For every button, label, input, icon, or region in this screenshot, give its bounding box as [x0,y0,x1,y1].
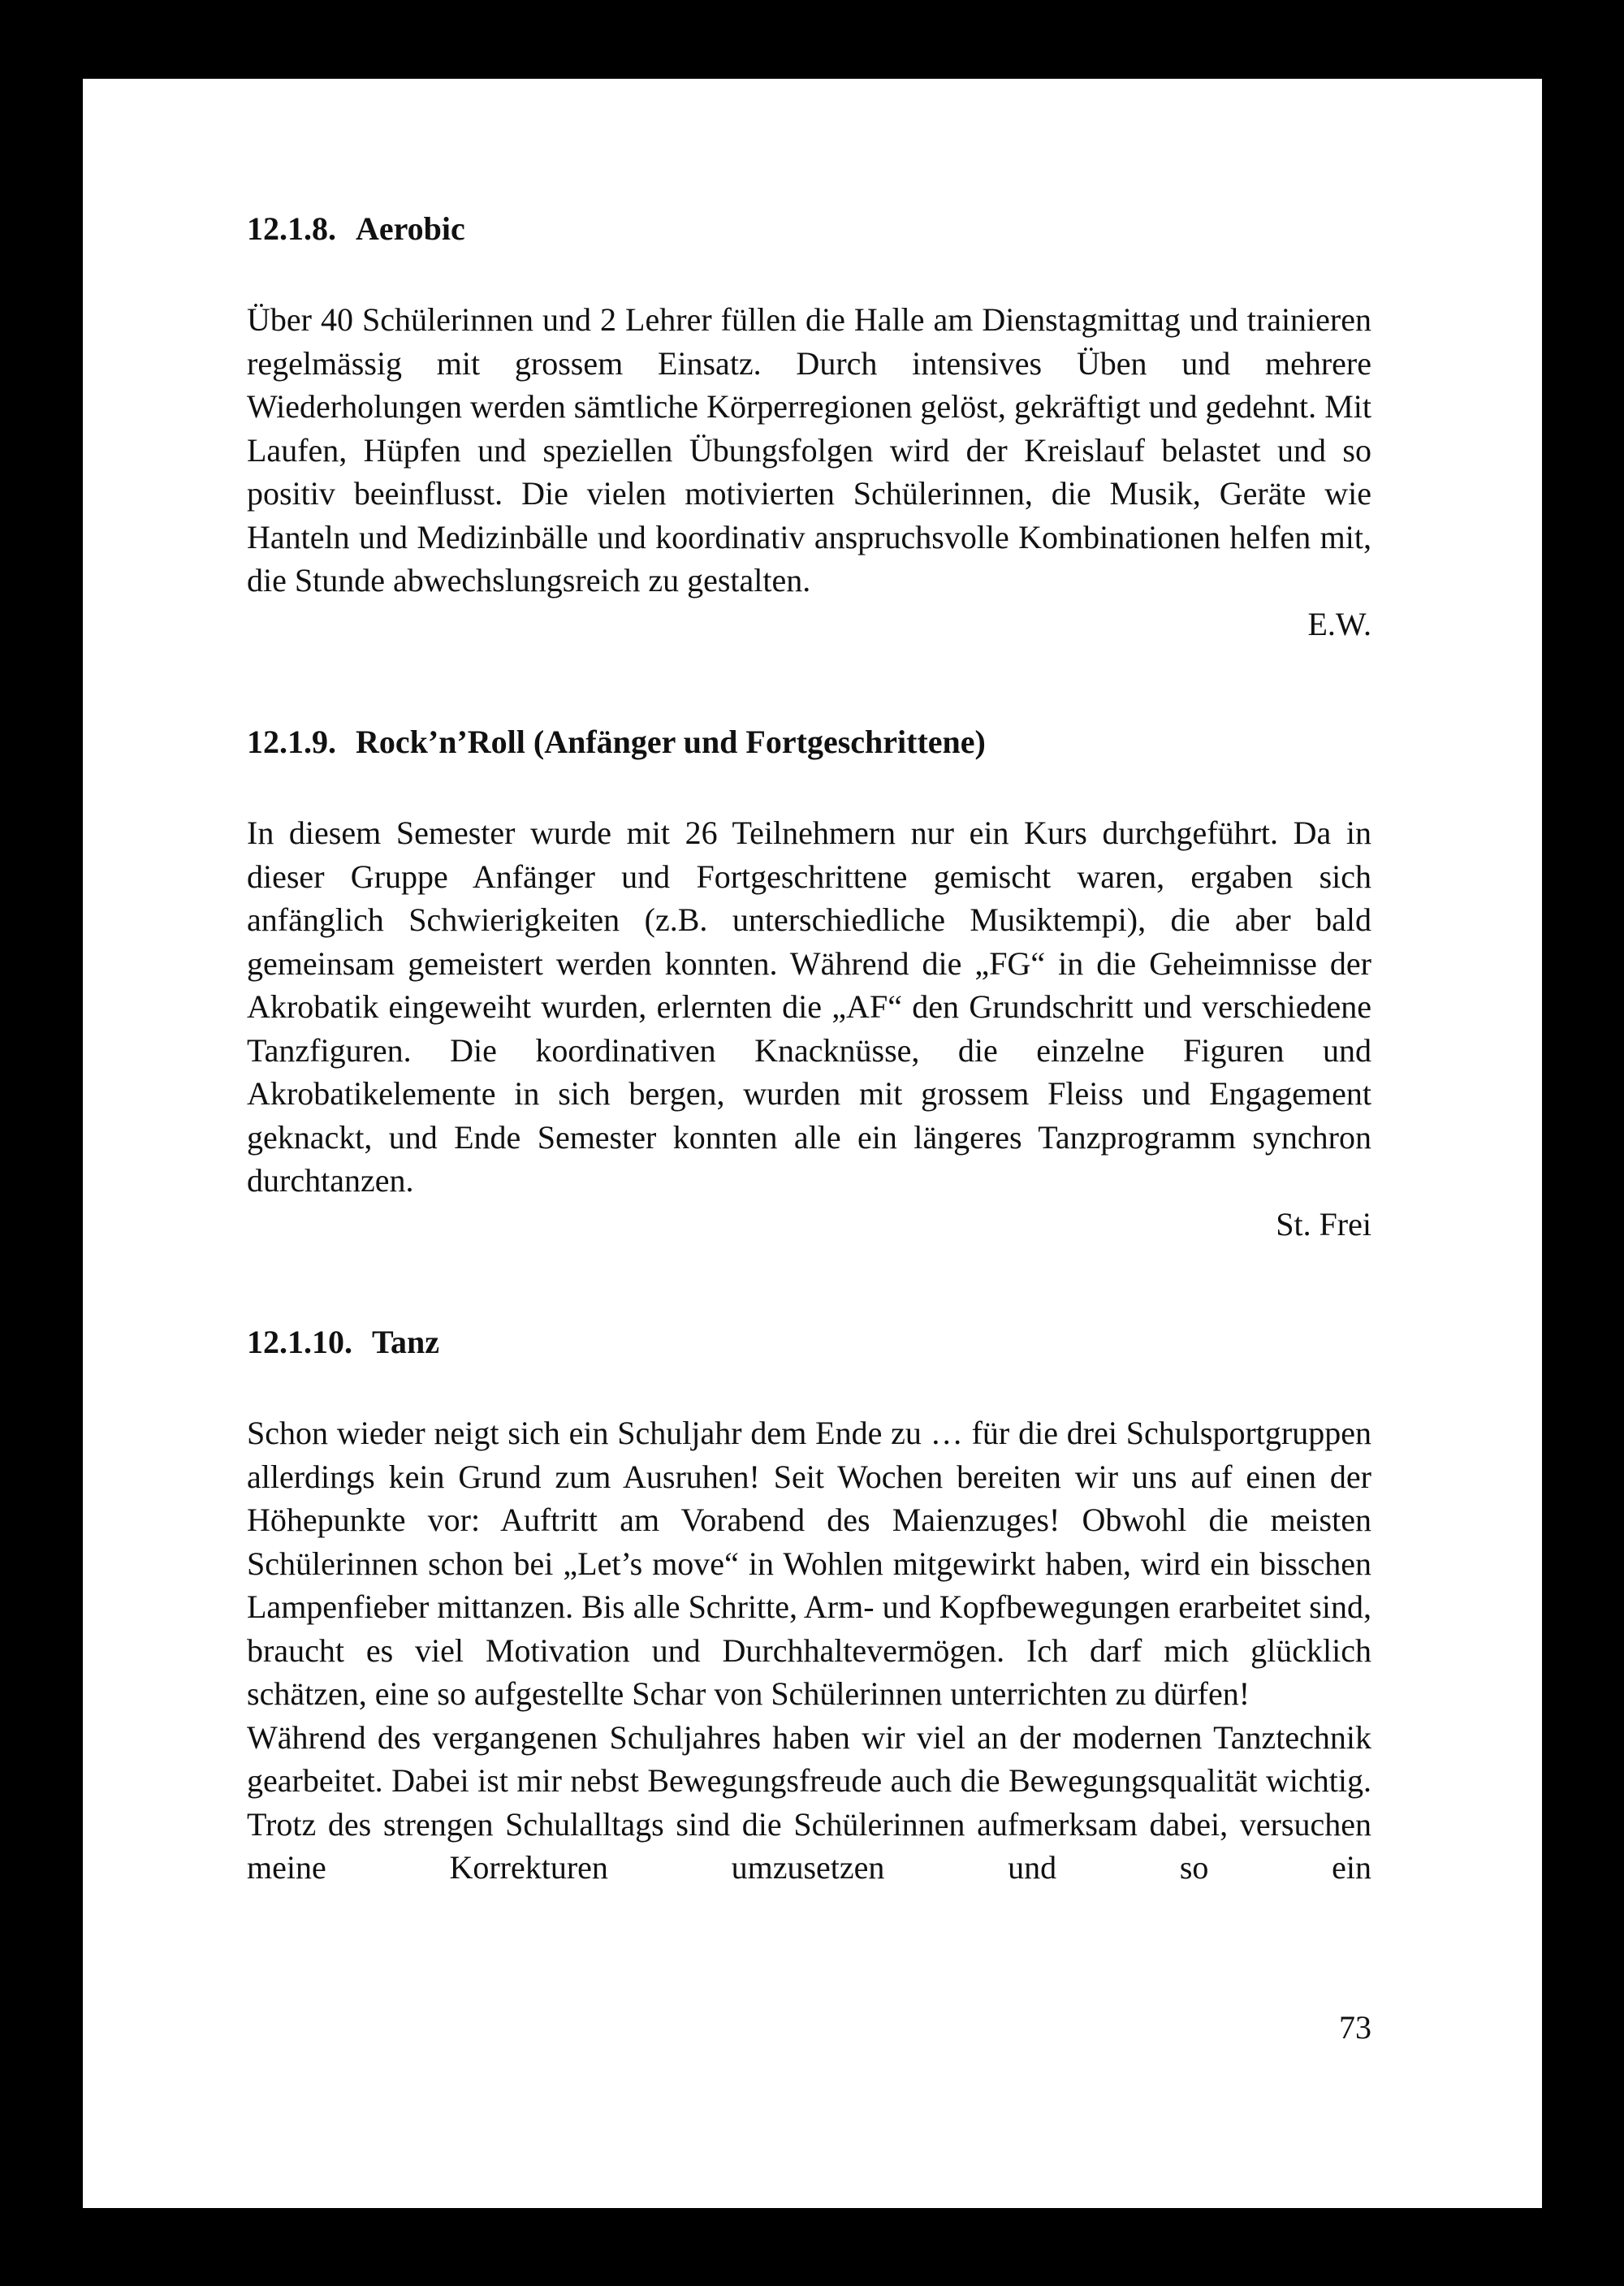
section-number: 12.1.8. [247,210,336,247]
section-body-continued: Während des vergangenen Schuljahres haben wir viel an der modernen Tanztechnik gearbeitet. Dabei ist mir nebst Bewegungsfreude auch die Bewegungsqualität wichtig. Trotz des strengen Schulalltags sind die Schülerinnen aufmerksam dabei, versuchen meine Korrekturen umzusetzen und so ein [247,1718,1371,1886]
author-signature: E.W. [1307,605,1371,642]
section-body: In diesem Semester wurde mit 26 Teilnehmern nur ein Kurs durchgeführt. Da in dieser Gruppe Anfänger und Fortgeschrittene gemischt waren, ergaben sich anfänglich Schwierigkeiten (z.B. unterschiedliche Musiktempi), die aber bald gemeinsam gemeistert werden konnten. Während die „FG“ in die Geheimnisse der Akrobatik eingeweiht wurden, erlernten die „AF“ den Grundschritt und verschiedene Tanzfiguren. Die koordinativen Knacknüsse, die einzelne Figuren und Akrobatikelemente in sich bergen, wurden mit grossem Fleiss und Engagement geknackt, und Ende Semester konnten alle ein längeres Tanzprogramm synchron durchtanzen. [247,815,1371,1199]
section-body: Schon wieder neigt sich ein Schuljahr dem Ende zu … für die drei Schulsportgruppen allerdings kein Grund zum Ausruhen! Seit Wochen bereiten wir uns auf einen der Höhepunkte vor: Auftritt am Vorabend des Maienzuges! Obwohl die meisten Schülerinnen schon bei „Let’s move“ in Wohlen mitgewirkt haben, wird ein bisschen Lampenfieber mittanzen. Bis alle Schritte, Arm- und Kopfbewegungen erarbeitet sind, braucht es viel Motivation und Durchhaltevermögen. Ich darf mich glücklich schätzen, eine so aufgestellte Schar von Schülerinnen unterrichten zu dürfen! [247,1415,1371,1712]
author-signature: St. Frei [1276,1205,1371,1242]
section-heading [247,1322,1371,1363]
section-tanz [247,1322,1371,1890]
section-rock-n-roll [247,722,1371,1246]
section-aerobic [247,209,1371,646]
section-heading [247,209,1371,249]
section-title: Aerobic [356,210,465,247]
section-title: Rock’n’Roll (Anfänger und Fortgeschrittene) [356,724,986,760]
section-heading [247,722,1371,763]
document-page [83,79,1542,2208]
section-number: 12.1.9. [247,724,336,760]
section-title: Tanz [372,1324,440,1360]
section-body: Über 40 Schülerinnen und 2 Lehrer füllen die Halle am Dienstagmittag und trainieren regelmässig mit grossem Einsatz. Durch intensives Üben und mehrere Wiederholungen werden sämtliche Körperregionen gelöst, gekräftigt und gedehnt. Mit Laufen, Hüpfen und speziellen Übungsfolgen wird der Kreislauf belastet und so positiv beeinflusst. Die vielen motivierten Schülerinnen, die Musik, Geräte wie Hanteln und Medizinbälle und koordinativ anspruchsvolle Kombinationen helfen mit, die Stunde abwechslungsreich zu gestalten. [247,301,1371,599]
section-number: 12.1.10. [247,1324,352,1360]
page-content [247,209,1371,1890]
page-number: 73 [1339,2009,1371,2046]
